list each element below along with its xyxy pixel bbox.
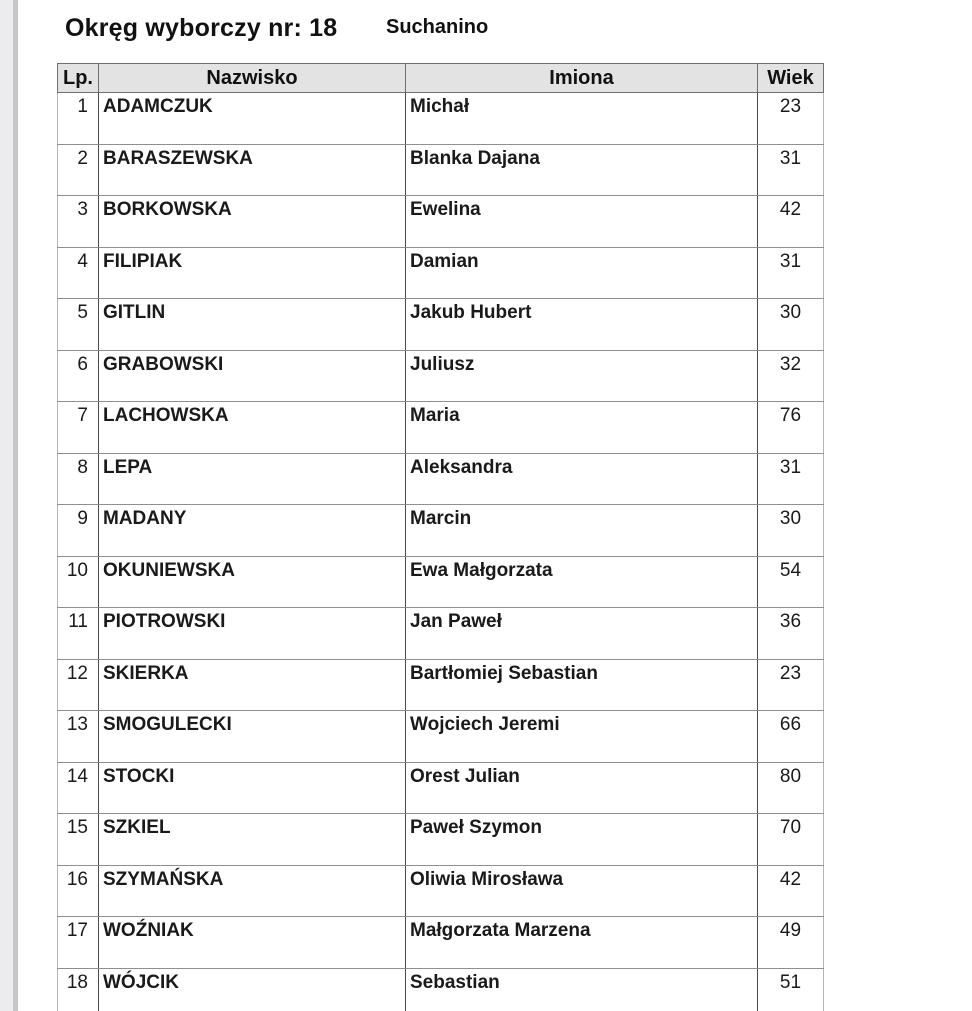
table-row bbox=[58, 350, 824, 402]
table-row bbox=[58, 608, 824, 660]
given-names-cell: Blanka Dajana bbox=[406, 144, 758, 196]
table-row bbox=[58, 453, 824, 505]
given-names-cell: Orest Julian bbox=[406, 762, 758, 814]
age-cell: 31 bbox=[758, 247, 824, 299]
table-row bbox=[58, 814, 824, 866]
age-cell: 23 bbox=[758, 659, 824, 711]
lp-cell: 6 bbox=[58, 350, 99, 402]
surname-cell: LEPA bbox=[99, 453, 406, 505]
given-names-cell: Michał bbox=[406, 93, 758, 145]
lp-cell: 11 bbox=[58, 608, 99, 660]
column-header-lp: Lp. bbox=[58, 64, 99, 93]
surname-cell: LACHOWSKA bbox=[99, 402, 406, 454]
given-names-cell: Oliwia Mirosława bbox=[406, 865, 758, 917]
surname-cell: OKUNIEWSKA bbox=[99, 556, 406, 608]
column-header-wiek: Wiek bbox=[758, 64, 824, 93]
age-cell: 70 bbox=[758, 814, 824, 866]
lp-cell: 17 bbox=[58, 917, 99, 969]
lp-cell: 16 bbox=[58, 865, 99, 917]
given-names-cell: Ewelina bbox=[406, 196, 758, 248]
age-cell: 36 bbox=[758, 608, 824, 660]
lp-cell: 3 bbox=[58, 196, 99, 248]
surname-cell: BARASZEWSKA bbox=[99, 144, 406, 196]
age-cell: 42 bbox=[758, 196, 824, 248]
table-row bbox=[58, 247, 824, 299]
age-cell: 31 bbox=[758, 144, 824, 196]
table-row bbox=[58, 762, 824, 814]
given-names-cell: Sebastian bbox=[406, 968, 758, 1011]
age-cell: 31 bbox=[758, 453, 824, 505]
lp-cell: 10 bbox=[58, 556, 99, 608]
column-header-imiona: Imiona bbox=[406, 64, 758, 93]
age-cell: 54 bbox=[758, 556, 824, 608]
table-row bbox=[58, 865, 824, 917]
district-name: Suchanino bbox=[386, 16, 489, 38]
given-names-cell: Damian bbox=[406, 247, 758, 299]
age-cell: 42 bbox=[758, 865, 824, 917]
age-cell: 66 bbox=[758, 711, 824, 763]
lp-cell: 18 bbox=[58, 968, 99, 1011]
surname-cell: GRABOWSKI bbox=[99, 350, 406, 402]
given-names-cell: Wojciech Jeremi bbox=[406, 711, 758, 763]
lp-cell: 8 bbox=[58, 453, 99, 505]
table-row bbox=[58, 968, 824, 1011]
lp-cell: 1 bbox=[58, 93, 99, 145]
column-header-nazwisko: Nazwisko bbox=[99, 64, 406, 93]
given-names-cell: Jakub Hubert bbox=[406, 299, 758, 351]
given-names-cell: Juliusz bbox=[406, 350, 758, 402]
table-row bbox=[58, 402, 824, 454]
age-cell: 80 bbox=[758, 762, 824, 814]
scan-edge-strip bbox=[0, 0, 13, 1011]
table-row bbox=[58, 144, 824, 196]
table-row bbox=[58, 711, 824, 763]
given-names-cell: Maria bbox=[406, 402, 758, 454]
district-title: Okręg wyborczy nr: 18 bbox=[65, 14, 338, 42]
lp-cell: 13 bbox=[58, 711, 99, 763]
surname-cell: FILIPIAK bbox=[99, 247, 406, 299]
surname-cell: SMOGULECKI bbox=[99, 711, 406, 763]
lp-cell: 7 bbox=[58, 402, 99, 454]
age-cell: 49 bbox=[758, 917, 824, 969]
surname-cell: STOCKI bbox=[99, 762, 406, 814]
age-cell: 30 bbox=[758, 299, 824, 351]
surname-cell: SZYMAŃSKA bbox=[99, 865, 406, 917]
given-names-cell: Jan Paweł bbox=[406, 608, 758, 660]
lp-cell: 5 bbox=[58, 299, 99, 351]
given-names-cell: Marcin bbox=[406, 505, 758, 557]
given-names-cell: Bartłomiej Sebastian bbox=[406, 659, 758, 711]
table-header bbox=[58, 64, 824, 93]
given-names-cell: Ewa Małgorzata bbox=[406, 556, 758, 608]
table-row bbox=[58, 505, 824, 557]
lp-cell: 4 bbox=[58, 247, 99, 299]
age-cell: 32 bbox=[758, 350, 824, 402]
surname-cell: MADANY bbox=[99, 505, 406, 557]
given-names-cell: Aleksandra bbox=[406, 453, 758, 505]
table-body bbox=[58, 93, 824, 1011]
table-row bbox=[58, 299, 824, 351]
age-cell: 30 bbox=[758, 505, 824, 557]
given-names-cell: Małgorzata Marzena bbox=[406, 917, 758, 969]
lp-cell: 9 bbox=[58, 505, 99, 557]
lp-cell: 15 bbox=[58, 814, 99, 866]
surname-cell: BORKOWSKA bbox=[99, 196, 406, 248]
surname-cell: SZKIEL bbox=[99, 814, 406, 866]
surname-cell: WOŹNIAK bbox=[99, 917, 406, 969]
table-row bbox=[58, 196, 824, 248]
lp-cell: 14 bbox=[58, 762, 99, 814]
table-row bbox=[58, 917, 824, 969]
age-cell: 51 bbox=[758, 968, 824, 1011]
surname-cell: GITLIN bbox=[99, 299, 406, 351]
table-row bbox=[58, 659, 824, 711]
age-cell: 76 bbox=[758, 402, 824, 454]
candidates-table bbox=[57, 63, 824, 1011]
age-cell: 23 bbox=[758, 93, 824, 145]
table-row bbox=[58, 556, 824, 608]
surname-cell: PIOTROWSKI bbox=[99, 608, 406, 660]
given-names-cell: Paweł Szymon bbox=[406, 814, 758, 866]
surname-cell: WÓJCIK bbox=[99, 968, 406, 1011]
scan-edge-line bbox=[13, 0, 18, 1011]
table-row bbox=[58, 93, 824, 145]
lp-cell: 12 bbox=[58, 659, 99, 711]
lp-cell: 2 bbox=[58, 144, 99, 196]
surname-cell: SKIERKA bbox=[99, 659, 406, 711]
surname-cell: ADAMCZUK bbox=[99, 93, 406, 145]
